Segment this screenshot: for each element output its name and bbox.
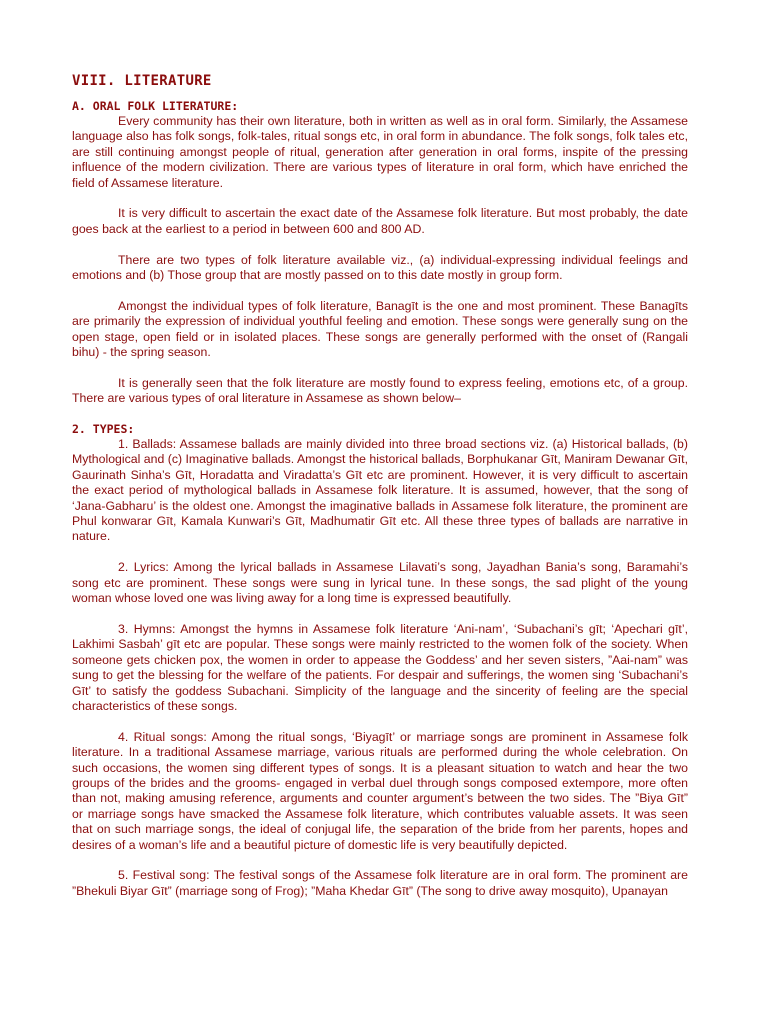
paragraph: Amongst the individual types of folk literature, Banagīt is the one and most prominent. These Banagīts are primarily the expression of individual youthful feeling and emotion. These songs were generally sung on the open stage, open field or in isolated places. These songs are generally performed with the onset of (Rangali bihu) - the spring season. — [72, 298, 688, 360]
paragraph: Every community has their own literature, both in written as well as in oral form. Similarly, the Assamese language also has folk songs, folk-tales, ritual songs etc, in oral form in abundance. The folk songs, folk tales etc, are still continuing amongst people of ritual, generation after generation in oral forms, inspite of the pressing influence of the modern civilization. There are various types of literature in oral form, which have enriched the field of Assamese literature. — [72, 114, 688, 190]
subsection-heading-types: 2. TYPES: — [72, 422, 135, 437]
paragraph: There are two types of folk literature available viz., (a) individual-expressing individual feelings and emotions and (b) Those group that are mostly passed on to this date mostly in group form. — [72, 252, 688, 283]
document-page — [72, 72, 688, 915]
paragraph-hymns: 3. Hymns: Amongst the hymns in Assamese folk literature ‘Ani-nam’, ‘Subachani’s gīt; ‘Apechari gīt’, Lakhimi Sasbah’ gīt etc are popular. These songs were mainly restricted to the women folk of the society. When someone gets chicken pox, the women in order to appease the Goddess’ and her seven sisters, ”Aai-nam” was sung to get the blessing for the welfare of the patients. For despair and sufferings, the women sing ‘Subachani’s Gīt’ to satisfy the goddess Subachani. Simplicity of the language and the sincerity of feeling are the special characteristics of these songs. — [72, 621, 688, 713]
section-title: VIII. LITERATURE — [72, 73, 212, 89]
subsection-heading-oral-folk-literature: A. ORAL FOLK LITERATURE: — [72, 99, 239, 113]
paragraph-lyrics: 2. Lyrics: Among the lyrical ballads in Assamese Lilavati’s song, Jayadhan Bania’s song, Baramahi’s song etc are prominent. These songs were sung in lyrical tune. In these songs, the sad plight of the young woman whose loved one was living away for a long time is expressed beautifully. — [72, 560, 688, 606]
paragraph: It is very difficult to ascertain the exact date of the Assamese folk literature. But most probably, the date goes back at the earliest to a period in between 600 and 800 AD. — [72, 206, 688, 236]
paragraph-ritual-songs: 4. Ritual songs: Among the ritual songs, ‘Biyagīt’ or marriage songs are prominent in Assamese folk literature. In a traditional Assamese marriage, various rituals are performed during the whole celebration. On such occasions, the women sing different types of songs. It is a pleasant situation to watch and hear the two groups of the brides and the grooms- engaged in verbal duel through songs composed extempore, more often than not, making amusing reference, arguments and counter argument’s between the two sides. The ”Biya Gīt” or marriage songs have smacked the Assamese folk literature, which contributes valuable assets. It was seen that on such marriage songs, the ideal of conjugal life, the separation of the bride from her parents, hopes and desires of a woman’s life and a beautiful picture of domestic life is very beautifully depicted. — [72, 729, 688, 852]
paragraph-festival-song: 5. Festival song: The festival songs of the Assamese folk literature are in oral form. The prominent are ”Bhekuli Biyar Gīt” (marriage song of Frog); ”Maha Khedar Gīt” (The song to drive away mosquito), Upanayan — [72, 868, 688, 898]
paragraph-ballads: 1. Ballads: Assamese ballads are mainly divided into three broad sections viz. (a) Historical ballads, (b) Mythological and (c) Imaginative ballads. Amongst the historical ballads, Borphukanar Gīt, Maniram Dewanar Gīt, Gaurinath Sinha’s Gīt, Horadatta and Viradatta’s Gīt etc are prominent. However, it is very difficult to ascertain the exact period of mythological ballads in Assamese folk literature. It is assumed, however, that the song of ‘Jana-Gabharu’ is the oldest one. Amongst the imaginative ballads in Assamese folk literature, the prominent are Phul konwarar Gīt, Kamala Kunwari’s Gīt, Madhumatir Gīt etc. All these three types of ballads are narrative in nature. — [72, 437, 688, 544]
paragraph: It is generally seen that the folk literature are mostly found to express feeling, emotions etc, of a group. There are various types of oral literature in Assamese as shown below– — [72, 375, 688, 406]
